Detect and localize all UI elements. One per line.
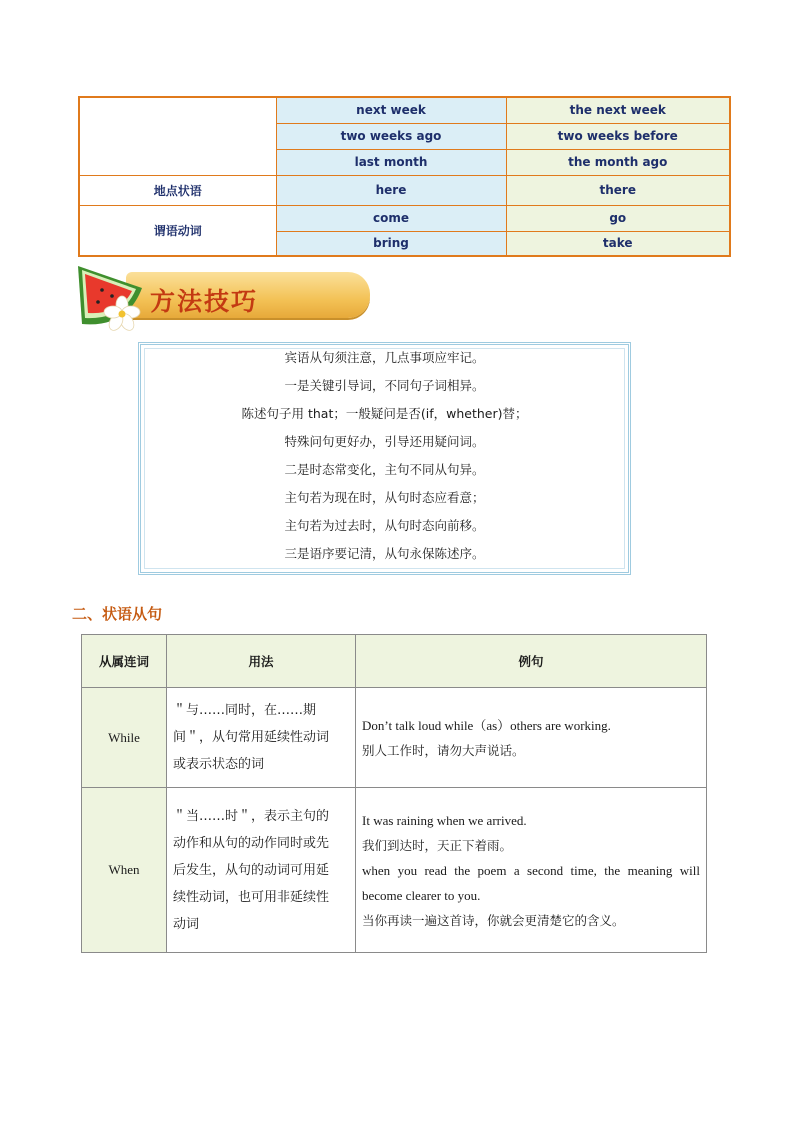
usage-line: 动作和从句的动作同时或先 [173,835,330,851]
usage-line: 续性动词，也可用非延续性 [173,889,330,905]
example-line: when you read the poem a second time, the meaning will [362,862,700,878]
table-row [82,788,707,953]
rhyme-line: 主句若为现在时，从句时态应看意； [284,490,485,505]
example-line: 当你再读一遍这首诗，你就会更清楚它的含义。 [362,912,625,928]
rhyme-line: 宾语从句须注意，几点事项应牢记。 [284,350,485,365]
rhyme-line: 三是语序要记清，从句永保陈述序。 [284,546,485,561]
method-rhyme-box [138,342,631,575]
rhyme-line: 主句若为过去时，从句时态向前移。 [284,518,485,533]
usage-line: ＂当……时＂，表示主句的 [173,808,330,824]
indirect-cell: take [506,231,730,256]
banner-title: 方法技巧 [150,287,259,316]
row-label-verb: 谓语动词 [79,205,276,256]
direct-cell: last month [276,149,506,175]
indirect-cell: the month ago [506,149,730,175]
direct-cell: next week [276,97,506,123]
example-line: become clearer to you. [362,887,481,903]
usage-line: ＂与……同时，在……期 [173,703,317,718]
watermelon-flower-icon [72,258,152,336]
direct-cell: here [276,175,506,205]
table-row [79,205,730,231]
conjunction-cell: While [82,688,167,788]
header-example: 例句 [356,635,707,688]
method-tips-banner [72,258,312,336]
usage-line: 或表示状态的词 [173,757,265,772]
usage-cell [167,788,356,953]
usage-line: 后发生，从句的动词可用延 [173,862,330,878]
usage-line: 动词 [173,916,200,932]
time-place-verb-table [78,96,731,257]
example-line: 别人工作时，请勿大声说话。 [362,742,525,758]
section-heading: 二、状语从句 [72,605,163,623]
rhyme-line: 二是时态常变化，主句不同从句异。 [284,462,485,477]
indirect-cell: go [506,205,730,231]
example-cell [356,688,707,788]
rhyme-line: 一是关键引导词，不同句子词相异。 [284,378,485,393]
example-cell [356,788,707,953]
table-row [79,97,730,123]
direct-cell: two weeks ago [276,123,506,149]
table-row [82,688,707,788]
row-label-place: 地点状语 [79,175,276,205]
usage-cell [167,688,356,788]
example-line: Don’t talk loud while（as）others are working. [362,717,611,733]
indirect-cell: two weeks before [506,123,730,149]
indirect-cell: there [506,175,730,205]
row-label-time-empty [79,97,276,175]
table-row [79,175,730,205]
rhyme-line: 特殊问句更好办，引导还用疑问词。 [284,434,485,449]
table-header-row [82,635,707,688]
conjunction-cell: When [82,788,167,953]
usage-line: 间＂，从句常用延续性动词 [173,730,330,745]
adverbial-clause-table [81,634,707,953]
example-line: It was raining when we arrived. [362,812,527,828]
direct-cell: come [276,205,506,231]
indirect-cell: the next week [506,97,730,123]
example-line: 我们到达时，天正下着雨。 [362,837,513,853]
rhyme-line: 陈述句子用 that；一般疑问是否(if，whether)替； [241,406,528,421]
header-conjunction: 从属连词 [82,635,167,688]
direct-cell: bring [276,231,506,256]
header-usage: 用法 [167,635,356,688]
